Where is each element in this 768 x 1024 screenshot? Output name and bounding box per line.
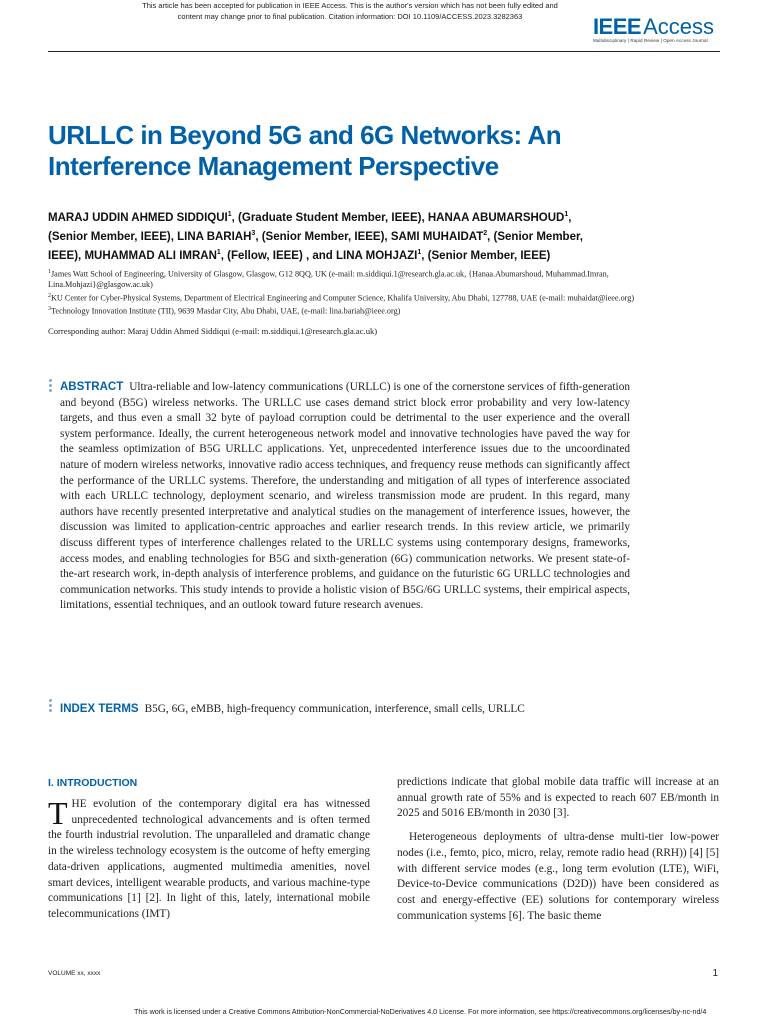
author-name: LINA MOHJAZI: [336, 249, 418, 262]
affiliation-item: [48, 304, 648, 317]
affiliation-text: KU Center for Cyber-Physical Systems, Department of Electrical Engineering and Computer Science, Khalifa University, Abu Dhabi, 127788, UAE (e-mail: muhaidat@ieee.org): [51, 293, 635, 303]
logo-tagline: Multidisciplinary | Rapid Review | Open Access Journal: [592, 38, 708, 43]
affiliation-sup: 1: [48, 269, 51, 275]
license-notice: This work is licensed under a Creative Commons Attribution-NonCommercial-NoDerivatives 4.0 License. For more information, see https://creativecommons.org/licenses/by-nc-nd/4: [134, 1007, 707, 1016]
abstract-dots-icon: [49, 379, 53, 394]
logo-access-text: Access: [643, 14, 714, 39]
publication-notice-line-2: content may change prior to final publication. Citation information: DOI 10.1109/ACCESS.2023.3282363: [177, 12, 523, 21]
index-terms: [60, 702, 630, 717]
author-list: [48, 207, 608, 263]
author-name: LINA BARIAH: [177, 230, 252, 243]
volume-label: VOLUME xx, xxxx: [48, 970, 101, 977]
publication-notice: [100, 0, 600, 22]
author-affil-sup: 1: [564, 211, 569, 218]
affiliation-item: [48, 291, 648, 304]
header-divider: [48, 51, 720, 52]
abstract: [60, 380, 630, 614]
paper-title: URLLC in Beyond 5G and 6G Networks: An Interference Management Perspective: [48, 120, 562, 181]
right-paragraph-2: Heterogeneous deployments of ultra-dense multi-tier low-power nodes (i.e., femto, pico, micro, relay, remote radio head (RRH)) [4] [5] with different service modes (e.g., long term evolution (LTE), WiFi, Device-to-Device communications (D2D)) have been considered as cost and energy-effective (EE) solutions for contemporary wireless communication systems [6]. The basic theme: [397, 831, 719, 922]
corresponding-author: Corresponding author: Maraj Uddin Ahmed Siddiqui (e-mail: m.siddiqui.1@research.gla.ac.uk): [48, 326, 378, 336]
author-name: HANAA ABUMARSHOUD: [427, 211, 565, 224]
affiliations: [48, 267, 648, 317]
body-column-left: [48, 775, 370, 931]
right-paragraph-1: predictions indicate that global mobile data traffic will increase at an annual growth rate of 55% and is expected to reach 607 EB/month in 2025 and 5016 EB/month in 2030 [3].: [397, 776, 719, 820]
abstract-label: ABSTRACT: [60, 381, 124, 393]
author-affil-sup: 1: [417, 248, 422, 256]
affiliation-text: Technology Innovation Institute (TII), 9639 Masdar City, Abu Dhabi, UAE, (e-mail: lina.bariah@ieee.org): [51, 306, 401, 316]
author-affil-sup: 1: [227, 211, 232, 218]
author-affil-sup: 2: [483, 229, 488, 237]
author-role: , (Senior Member, IEEE): [421, 249, 551, 262]
affiliation-sup: 2: [48, 292, 51, 299]
affiliation-item: [48, 267, 648, 291]
author-name: SAMI MUHAIDAT: [390, 230, 484, 243]
affiliation-text: James Watt School of Engineering, University of Glasgow, Glasgow, G12 8QQ, UK (e-mail: m.siddiqui.1@research.gla.ac.uk, {Hanaa.Abumarshoud, Muhammad.Imran, Lina.Mohjazi}@glasgow.ac.uk): [48, 269, 609, 290]
index-terms-label: INDEX TERMS: [60, 703, 139, 715]
publication-notice-line-1: This article has been accepted for publication in IEEE Access. This is the author's version which has not been fully edited and: [142, 1, 558, 10]
intro-paragraph-text: HE evolution of the contemporary digital era has witnessed unprecedented technological advancements and is often termed the fourth industrial revolution. The unparalleled and dramatic change in the wireless technology ecosystem is the outcome of hefty emerging data-driven applications, augmented multimedia amenities, novel smart devices, intelligent wearable products, and various machine-type communications [1] [2]. In light of this, lately, international mobile telecommunications (IMT): [48, 798, 370, 920]
author-role: , (Senior Member, IEEE),: [48, 211, 572, 243]
author-affil-sup: 3: [251, 229, 256, 237]
author-role: , (Fellow, IEEE) , and: [220, 249, 337, 262]
logo-ieee-text: IEEE: [592, 14, 642, 39]
abstract-text: Ultra-reliable and low-latency communications (URLLC) is one of the cornerstone services of fifth-generation and beyond (B5G) wireless networks. The URLLC use cases demand strict block error probability and very low-latency targets, and thus even a small 32 byte of payload corruption could be detrimental to the user experience and the overall system performance. Ideally, the current heterogeneous network model and innovative technologies have paved the way for the seamless optimization of B5G URLLC applications. Yet, unprecedented interference issues due to the uncoordinated nature of modern wireless networks, innovative radio access techniques, and frequency reuse methods can significantly affect the performance of the URLLC systems. Therefore, the understanding and mitigation of all types of interference associated with each URLLC technology, deployment scenario, and wireless transmission mode are prudent. In this regard, many authors have recently presented interpretative and analytical studies on the management of interference issues, however, the discussion was limited to application-centric approaches and earlier research trends. In this review article, we primarily discuss different types of interference challenges related to the URLLC systems using contemporary designs, frameworks, access modes, and enabling technologies for B5G and sixth-generation (6G) communication networks. We present state-of-the-art research work, in-depth analysis of interference problems, and guidance on the futuristic 6G URLLC technologies and communication networks. This study intends to provide a holistic vision of B5G/6G URLLC systems, their empirical aspects, limitations, essential techniques, and an outlook toward future research avenues.: [60, 381, 630, 612]
page-number: 1: [712, 968, 718, 979]
section-heading: I. INTRODUCTION: [48, 777, 138, 789]
index-terms-dots-icon: [49, 699, 53, 714]
body-column-right: [397, 775, 719, 932]
author-role: , (Senior Member, IEEE),: [48, 230, 583, 262]
author-name: MUHAMMAD ALI IMRAN: [84, 249, 217, 262]
index-terms-text: B5G, 6G, eMBB, high-frequency communication, interference, small cells, URLLC: [144, 703, 525, 715]
affiliation-sup: 3: [48, 305, 51, 312]
author-role: , (Senior Member, IEEE),: [255, 230, 391, 243]
author-role: , (Graduate Student Member, IEEE),: [231, 211, 428, 224]
intro-paragraph: [48, 797, 370, 923]
author-name: MARAJ UDDIN AHMED SIDDIQUI: [48, 211, 228, 224]
drop-cap: T: [48, 795, 68, 831]
author-affil-sup: 1: [216, 248, 221, 256]
ieee-access-logo: [593, 14, 714, 43]
